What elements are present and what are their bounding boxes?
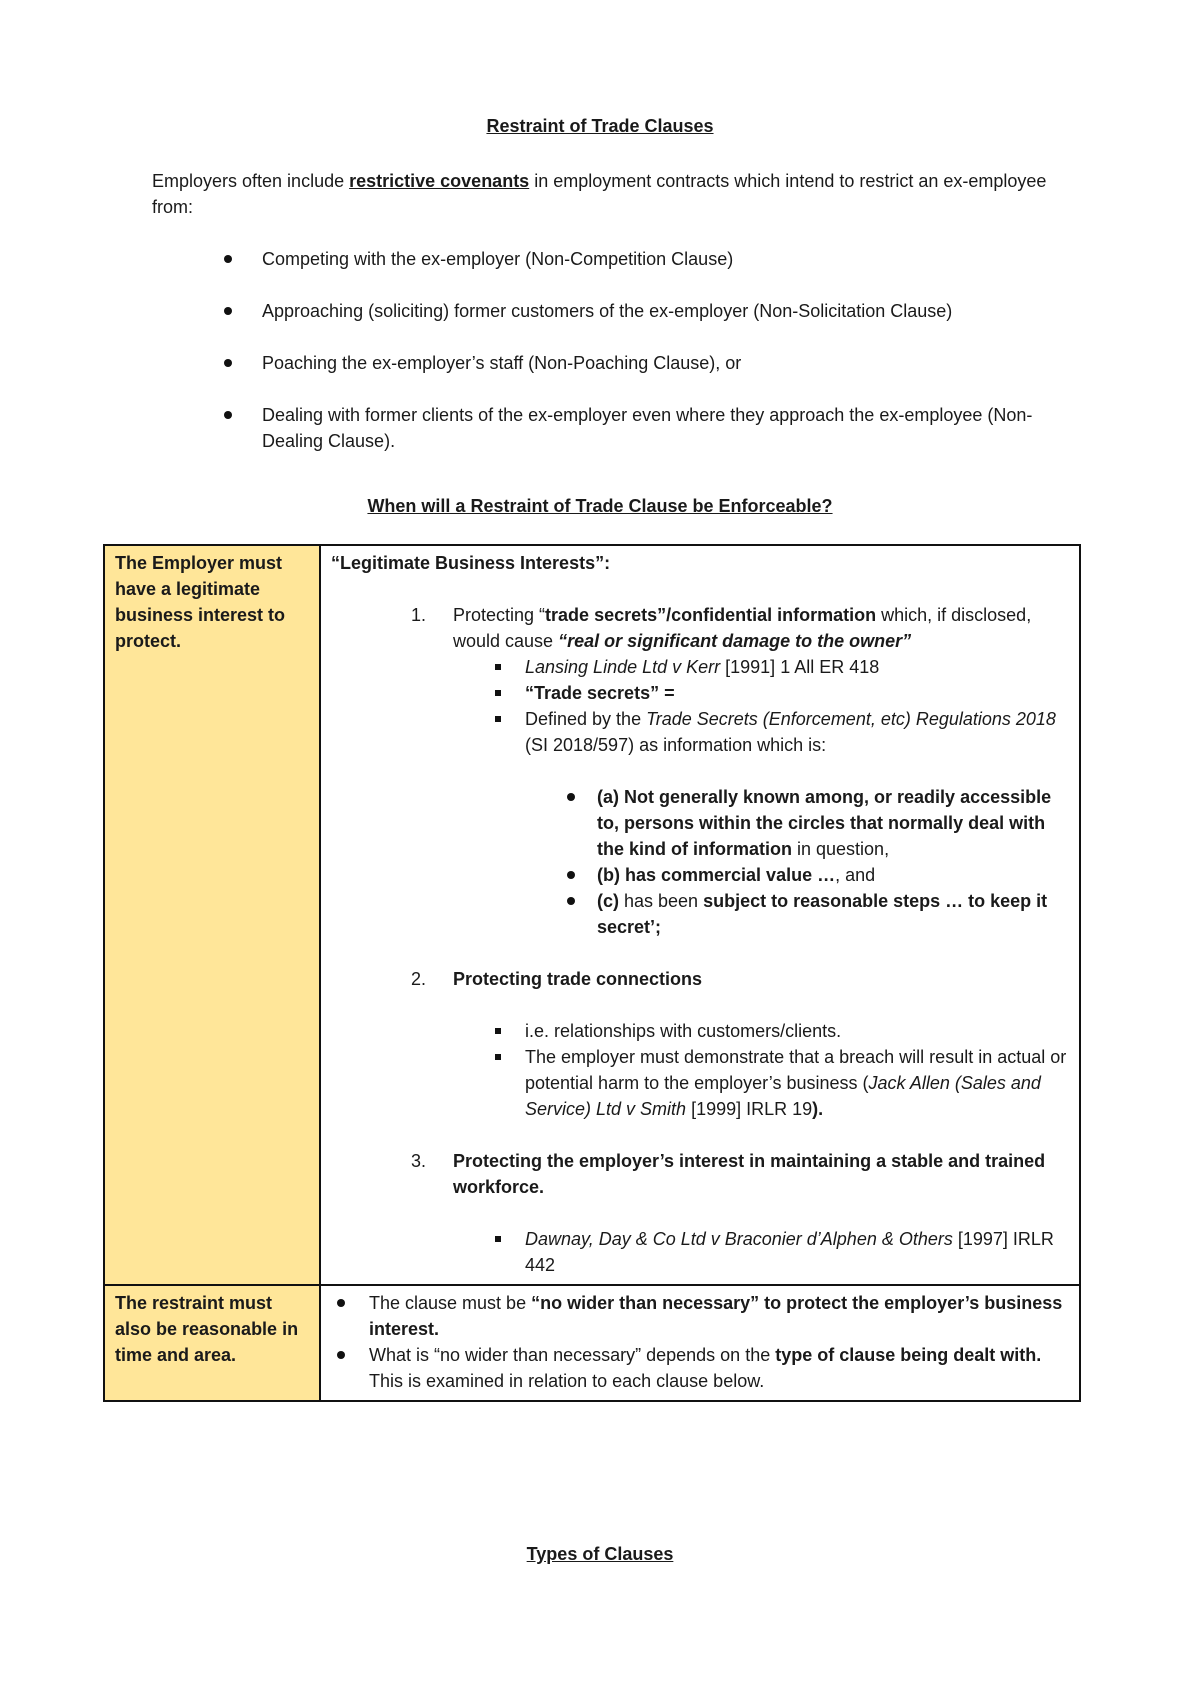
numbered-item-3: 3. Protecting the employer’s interest in maintaining a stable and trained workforce. [411,1151,1046,1197]
table-row [104,545,1080,1285]
list-item: Poaching the ex-employer’s staff (Non-Poaching Clause), or [262,350,1082,376]
intro-paragraph: Employers often include restrictive covenants in employment contracts which intend to restrict an ex-employee from: [152,171,1047,217]
list-item: Lansing Linde Ltd v Kerr [1991] 1 All ER 418 [525,654,1069,680]
list-item: Dealing with former clients of the ex-employer even where they approach the ex-employee (Non-Dealing Clause). [262,402,1082,454]
reasonableness-list [331,1290,1069,1394]
page-title: Restraint of Trade Clauses [486,116,714,136]
list-item: (b) has commercial value …, and [597,862,1069,888]
list-item: (a) Not generally known among, or readily accessible to, persons within the circles that normally deal with the kind of information in question, [597,784,1069,862]
section-heading-enforceable: When will a Restraint of Trade Clause be Enforceable? [367,496,833,516]
requirement-label-cell: The Employer must have a legitimate business interest to protect. [104,545,320,1285]
list-item: What is “no wider than necessary” depends on the type of clause being dealt with. This is examined in relation to each clause below. [369,1342,1069,1394]
list-item: The clause must be “no wider than necessary” to protect the employer’s business interest. [369,1290,1069,1342]
section-heading-types: Types of Clauses [526,1544,674,1564]
table-row [104,1285,1080,1401]
cell-heading: “Legitimate Business Interests”: [331,553,611,573]
restrictive-covenants-term: restrictive covenants [349,171,530,191]
sub-list [331,654,1069,758]
list-item: “Trade secrets” = [525,680,1069,706]
list-item: Defined by the Trade Secrets (Enforcement, etc) Regulations 2018 (SI 2018/597) as information which is: [525,706,1069,758]
requirement-detail-cell [320,545,1080,1285]
trade-secret-criteria-list [331,784,1069,940]
numbered-item-2: 2. Protecting trade connections [411,969,703,989]
clause-bullet-list [262,246,1082,480]
sub-list [331,1018,1069,1122]
list-item: Dawnay, Day & Co Ltd v Braconier d’Alphen & Others [1997] IRLR 442 [525,1226,1069,1278]
list-item: The employer must demonstrate that a breach will result in actual or potential harm to the employer’s business (Jack Allen (Sales and Service) Ltd v Smith [1999] IRLR 19). [525,1044,1069,1122]
list-item: (c) has been subject to reasonable steps … to keep it secret’; [597,888,1069,940]
numbered-item-1: 1. Protecting “trade secrets”/confidential information which, if disclosed, would cause “real or significant damage to the owner” [411,605,1032,651]
requirements-table [103,544,1081,1402]
list-item: i.e. relationships with customers/clients. [525,1018,1069,1044]
requirement-detail-cell [320,1285,1080,1401]
sub-list [331,1226,1069,1278]
list-item: Approaching (soliciting) former customers of the ex-employer (Non-Solicitation Clause) [262,298,1082,324]
requirement-label-cell: The restraint must also be reasonable in time and area. [104,1285,320,1401]
list-item: Competing with the ex-employer (Non-Competition Clause) [262,246,1082,272]
